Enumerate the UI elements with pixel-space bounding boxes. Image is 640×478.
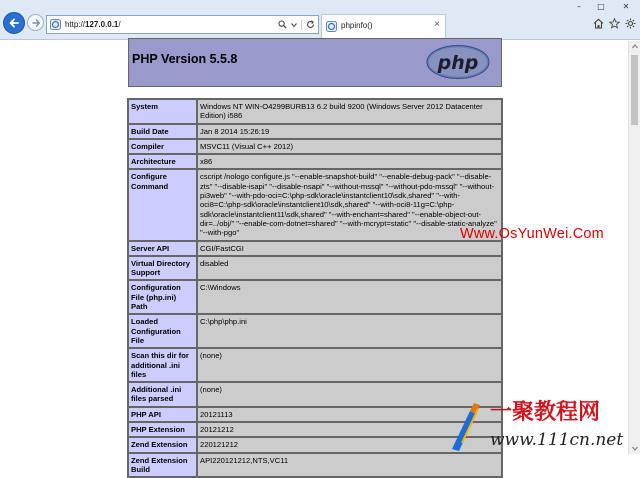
forward-arrow-icon [31,18,41,28]
scroll-up-arrow-icon[interactable] [629,41,640,52]
watermark-osyunwei: Www.OsYunWei.Com [460,226,604,242]
watermark-brand-url: www.111cn.net [490,430,624,450]
row-key: Zend Extension Build [128,453,197,478]
row-value: 220121212 [197,437,502,452]
row-key: Additional .ini files parsed [128,382,197,407]
search-icon[interactable] [278,20,287,29]
table-row [128,407,502,422]
table-row [128,154,502,169]
address-text[interactable] [65,18,121,31]
table-row [128,348,502,382]
address-path: / [118,20,121,29]
close-window-button[interactable]: ✕ [622,1,630,11]
watermark-111cn [450,393,635,453]
row-value: MSVC11 (Visual C++ 2012) [197,139,502,154]
row-key: Build Date [128,124,197,139]
row-key: PHP Extension [128,422,197,437]
toolbar-icons [593,18,636,29]
address-dropdown-icon[interactable] [291,22,297,28]
table-row [128,124,502,139]
browser-chrome [0,0,640,40]
php-logo-text: php [437,52,479,74]
row-key: Scan this dir for additional .ini files [128,348,197,382]
address-separator [301,20,302,30]
table-row [128,241,502,256]
table-row [128,422,502,437]
row-key: Configure Command [128,169,197,240]
row-key: Server API [128,241,197,256]
row-value: (none) [197,382,502,407]
row-value: 20121113 [197,407,502,422]
table-row [128,437,502,452]
row-key: Loaded Configuration File [128,314,197,348]
pen-icon [452,403,480,451]
row-value: Jan 8 2014 15:26:19 [197,124,502,139]
php-version-header [128,38,502,87]
table-row [128,169,502,240]
tab-page-icon [326,21,337,32]
back-button[interactable] [3,12,25,34]
minimize-button[interactable]: – [577,1,581,11]
star-icon[interactable] [609,18,620,29]
gear-icon[interactable] [625,18,636,29]
table-row [128,139,502,154]
table-row [128,314,502,348]
row-key: Compiler [128,139,197,154]
row-value: (none) [197,348,502,382]
row-value: C:\Windows [197,280,502,314]
back-arrow-icon [8,17,20,29]
maximize-button[interactable]: □ [597,1,605,11]
new-tab-button[interactable] [447,14,467,39]
page-title: PHP Version 5.5.8 [132,52,238,66]
row-key: Configuration File (php.ini) Path [128,280,197,314]
row-value: Windows NT WIN-O4299BURB13 6.2 build 9200 (Windows Server 2012 Datacenter Edition) i586 [197,99,502,124]
tab-phpinfo[interactable] [321,14,446,40]
row-key: Architecture [128,154,197,169]
refresh-icon[interactable] [306,20,315,29]
row-value: disabled [197,256,502,281]
table-row [128,99,502,124]
row-key: Zend Extension [128,437,197,452]
address-host: 127.0.0.1 [85,20,119,29]
address-scheme: http:// [65,20,86,29]
row-key: System [128,99,197,124]
scrollbar-thumb[interactable] [631,55,638,125]
row-value: CGI/FastCGI [197,241,502,256]
table-row [128,453,502,478]
row-value: API220121212,NTS,VC11 [197,453,502,478]
table-row [128,382,502,407]
forward-button[interactable] [27,14,44,31]
page-icon [50,19,61,30]
tab-title: phpinfo() [341,21,373,30]
phpinfo-table [127,98,503,478]
row-value: C:\php\php.ini [197,314,502,348]
table-row [128,256,502,281]
php-logo [426,44,490,84]
address-bar[interactable] [46,15,319,34]
row-key: Virtual Directory Support [128,256,197,281]
watermark-brand-cn: 一聚教程网 [490,400,601,425]
window-controls [568,0,640,12]
row-key: PHP API [128,407,197,422]
tab-close-button[interactable]: × [434,19,440,30]
home-icon[interactable] [593,18,604,29]
row-value: x86 [197,154,502,169]
table-row [128,280,502,314]
row-value: 20121212 [197,422,502,437]
row-value: cscript /nologo configure.js "--enable-snapshot-build" "--enable-debug-pack" "--disable-zts" "--disable-isapi" "--disable-nsapi" "--without-mssql" "--without-pdo-mssql" "--without-pi3web" "--with-pdo-oci=C:\php-sdk\oracle\instantclient10\sdk,shared" "--with-oci8=C:\php-sdk\oracle\instantclient10\sdk,shared" "--with-oci8-11g=C:\php-sdk\oracle\instantclient11\sdk,shared" "--with-enchant=shared" "--enable-object-out-dir=../obj/" "--enable-com-dotnet=shared" "--with-mcrypt=static" "--disable-static-analyze" "--with-pgo" [197,169,502,240]
